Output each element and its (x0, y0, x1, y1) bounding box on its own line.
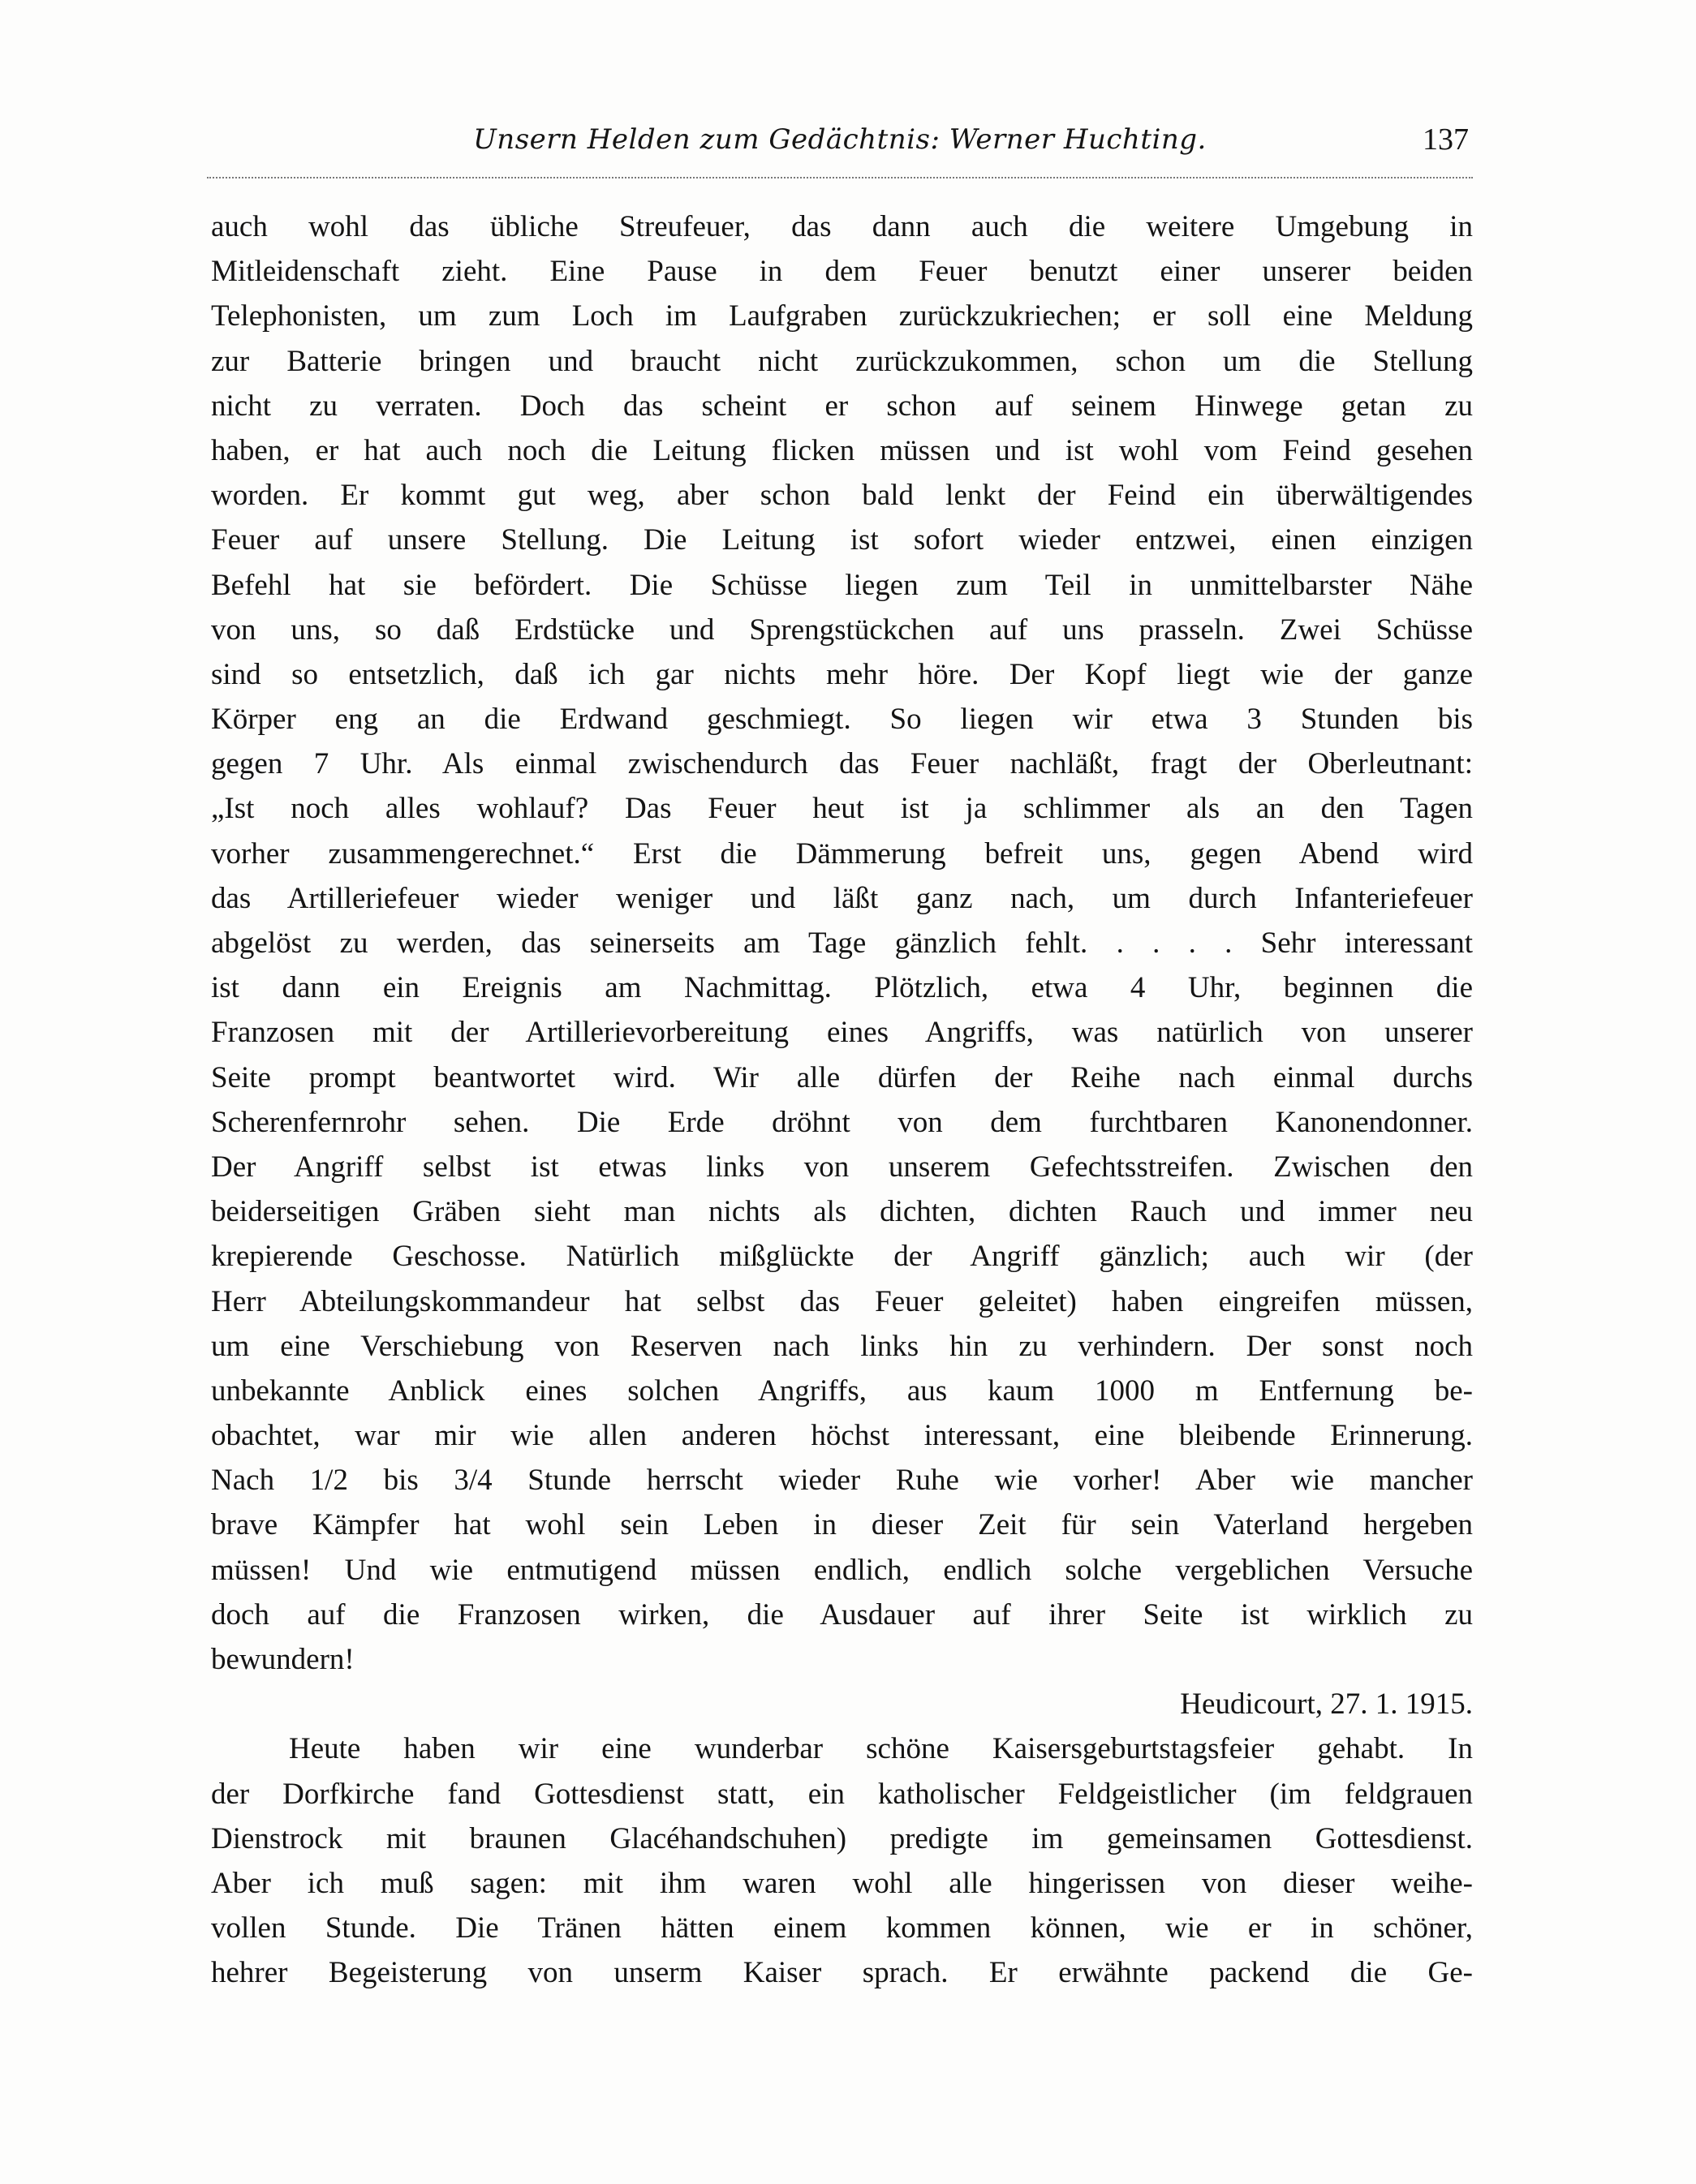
text-line: zur Batterie bringen und braucht nicht zurückzukommen, schon um die Stellung (211, 344, 1473, 378)
body-text (211, 204, 1473, 1996)
text-line: haben, er hat auch noch die Leitung flicken müssen und ist wohl vom Feind gesehen (211, 433, 1473, 467)
text-line: beiderseitigen Gräben sieht man nichts als dichten, dichten Rauch und immer neu (211, 1195, 1473, 1229)
text-line: Scherenfernrohr sehen. Die Erde dröhnt von dem furchtbaren Kanonendonner. (211, 1105, 1473, 1139)
text-line: Der Angriff selbst ist etwas links von unserem Gefechtsstreifen. Zwischen den (211, 1150, 1473, 1184)
text-line: vorher zusammengerechnet.“ Erst die Dämmerung befreit uns, gegen Abend wird (211, 836, 1473, 871)
text-line: der Dorfkirche fand Gottesdienst statt, ein katholischer Feldgeistlicher (im feldgrauen (211, 1777, 1473, 1811)
text-line: gegen 7 Uhr. Als einmal zwischendurch das Feuer nachläßt, fragt der Oberleutnant: (211, 747, 1473, 781)
text-line: krepierende Geschosse. Natürlich mißglückte der Angriff gänzlich; auch wir (der (211, 1240, 1473, 1274)
text-line: hehrer Begeisterung von unserm Kaiser sprach. Er erwähnte packend die Ge- (211, 1956, 1473, 1990)
text-line: unbekannte Anblick eines solchen Angriffs, aus kaum 1000 m Entfernung be- (211, 1374, 1473, 1408)
page-number: 137 (1423, 123, 1469, 157)
text-line: sind so entsetzlich, daß ich gar nichts mehr höre. Der Kopf liegt wie der ganze (211, 657, 1473, 691)
text-line: worden. Er kommt gut weg, aber schon bald lenkt der Feind ein überwältigendes (211, 479, 1473, 513)
text-line: um eine Verschiebung von Reserven nach links hin zu verhindern. Der sonst noch (211, 1329, 1473, 1363)
text-line: Dienstrock mit braunen Glacéhandschuhen) predigte im gemeinsamen Gottesdienst. (211, 1821, 1473, 1855)
text-line: Feuer auf unsere Stellung. Die Leitung ist sofort wieder entzwei, einen einzigen (211, 523, 1473, 557)
text-line: brave Kämpfer hat wohl sein Leben in dieser Zeit für sein Vaterland hergeben (211, 1508, 1473, 1542)
text-line: ist dann ein Ereignis am Nachmittag. Plötzlich, etwa 4 Uhr, beginnen die (211, 971, 1473, 1005)
text-line: obachtet, war mir wie allen anderen höchst interessant, eine bleibende Erinnerung. (211, 1419, 1473, 1453)
text-line: Herr Abteilungskommandeur hat selbst das Feuer geleitet) haben eingreifen müssen, (211, 1284, 1473, 1318)
text-line: Seite prompt beantwortet wird. Wir alle dürfen der Reihe nach einmal durchs (211, 1060, 1473, 1094)
text-line: abgelöst zu werden, das seinerseits am Tage gänzlich fehlt. . . . . Sehr interessant (211, 926, 1473, 960)
text-line: nicht zu verraten. Doch das scheint er schon auf seinem Hinwege getan zu (211, 389, 1473, 423)
text-line: Aber ich muß sagen: mit ihm waren wohl alle hingerissen von dieser weihe- (211, 1866, 1473, 1900)
text-line: vollen Stunde. Die Tränen hätten einem kommen können, wie er in schöner, (211, 1911, 1473, 1945)
header-rule (207, 177, 1473, 178)
dateline: Heudicourt, 27. 1. 1915. (1180, 1687, 1473, 1722)
text-line: „Ist noch alles wohlauf? Das Feuer heut ist ja schlimmer als an den Tagen (211, 792, 1473, 826)
text-line: von uns, so daß Erdstücke und Sprengstückchen auf uns prasseln. Zwei Schüsse (211, 613, 1473, 647)
text-line: Nach 1/2 bis 3/4 Stunde herrscht wieder Ruhe wie vorher! Aber wie mancher (211, 1464, 1473, 1498)
text-line: müssen! Und wie entmutigend müssen endlich, endlich solche vergeblichen Versuche (211, 1553, 1473, 1587)
text-line: das Artilleriefeuer wieder weniger und läßt ganz nach, um durch Infanteriefeuer (211, 881, 1473, 915)
text-line: Mitleidenschaft zieht. Eine Pause in dem Feuer benutzt einer unserer beiden (211, 255, 1473, 289)
paragraph-end-line: bewundern! (211, 1643, 355, 1676)
text-line: Befehl hat sie befördert. Die Schüsse liegen zum Teil in unmittelbarster Nähe (211, 568, 1473, 602)
text-line: doch auf die Franzosen wirken, die Ausdauer auf ihrer Seite ist wirklich zu (211, 1597, 1473, 1632)
text-line: auch wohl das übliche Streufeuer, das dann auch die weitere Umgebung in (211, 210, 1473, 243)
paragraph-first-line: Heute haben wir eine wunderbar schöne Kaisersgeburtstagsfeier gehabt. In (289, 1732, 1473, 1766)
text-line: Körper eng an die Erdwand geschmiegt. So liegen wir etwa 3 Stunden bis (211, 703, 1473, 737)
text-line: Franzosen mit der Artillerievorbereitung eines Angriffs, was natürlich von unserer (211, 1016, 1473, 1050)
running-head (211, 123, 1469, 164)
running-title: Unsern Helden zum Gedächtnis: Werner Huchting. (473, 123, 1207, 156)
text-line: Telephonisten, um zum Loch im Laufgraben zurückzukriechen; er soll eine Meldung (211, 299, 1473, 333)
